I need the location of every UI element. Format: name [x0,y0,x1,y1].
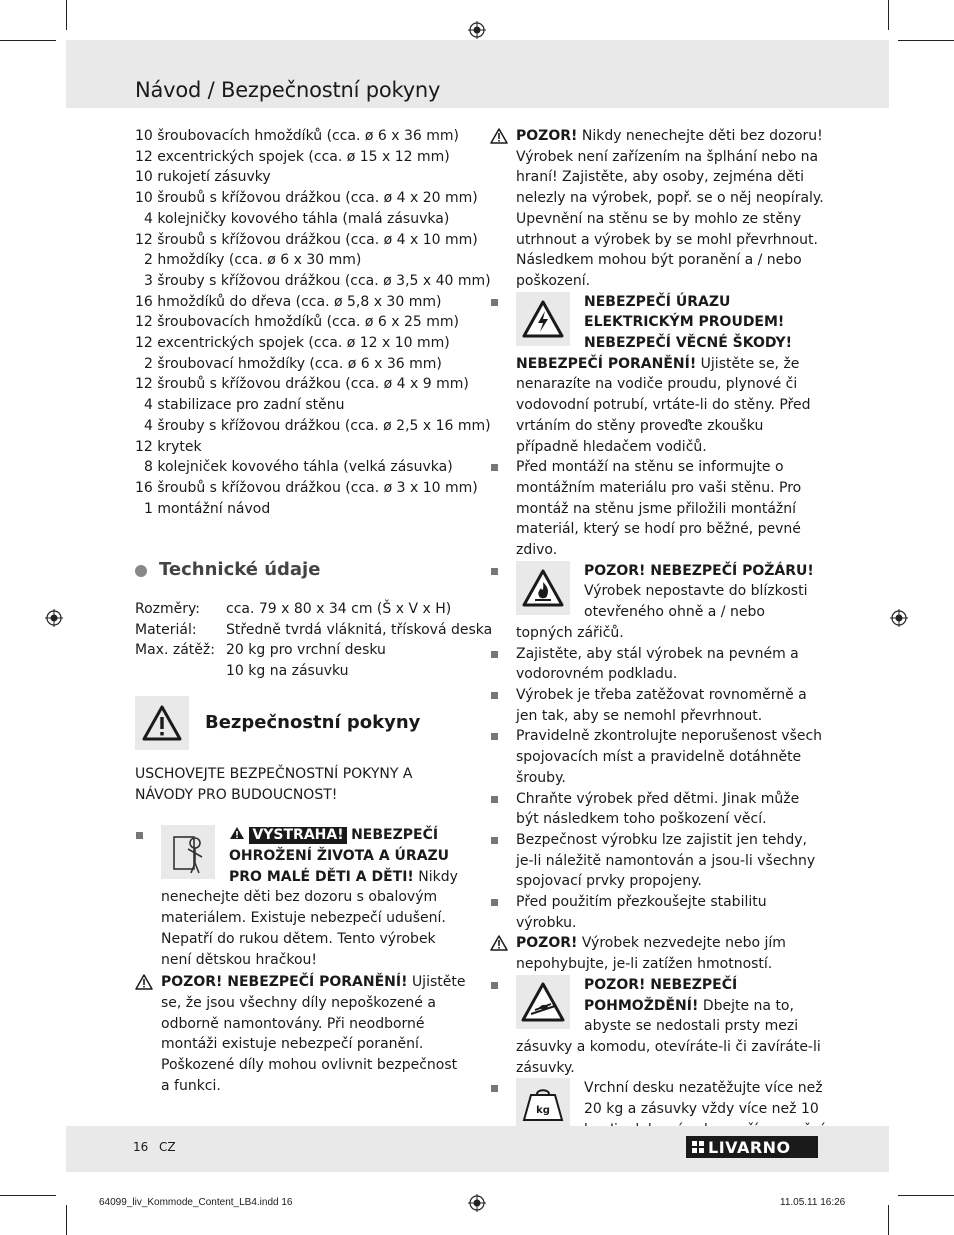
parts-list-item: 1 montážní návod [144,500,271,517]
bullet-square-icon [491,568,498,575]
parts-list-item: 4 stabilizace pro zadní stěnu [144,397,345,414]
kg-label: kg [536,1105,550,1117]
registration-mark-icon [890,609,908,627]
list-item [490,892,825,933]
parts-list-item: 12 excentrických spojek (cca. ø 15 x 12 mm) [135,148,450,165]
tech-key: Rozměry: [135,601,201,618]
crop-mark [888,0,889,30]
parts-list-item: 12 excentrických spojek (cca. ø 12 x 10 mm) [135,335,450,352]
list-item-text: Výrobek je třeba zatěžovat rovnoměrně a jen tak, aby se nemohl převrhnout. [516,686,807,724]
child-hazard-pictogram [161,825,215,879]
safety-heading [135,696,470,750]
crop-mark [66,1205,67,1235]
hand-crush-icon [521,982,565,1022]
slug-file: 64099_liv_Kommode_Content_LB4.indd 16 [99,1197,293,1208]
lift-warning-item [490,933,825,974]
page-title: Návod / Bezpečnostní pokyny [135,78,441,102]
crop-mark [0,1195,56,1196]
bullet-square-icon [491,733,498,740]
parts-list-item: 2 hmoždíky (cca. ø 6 x 30 mm) [144,252,362,269]
electric-warning-text: Ujistěte se, že nenarazíte na vodiče proudu, plynové či vodovodní potrubí, vrtáte-li do stěny. Před vrtáním do stěny proveďte zkoušku případně hledačem vodičů. [516,355,811,455]
warning-text: Výrobek nezvedejte nebo jím nepohybujte, je-li zatížen hmotností. [516,935,786,973]
list-item [490,726,825,788]
weight-pictogram [516,1078,570,1132]
slug-date: 11.05.11 16:26 [780,1197,846,1208]
fire-pictogram [516,561,570,615]
supervision-warning-item [490,126,825,292]
parts-list-item: 2 šroubovací hmoždíky (cca. ø 6 x 36 mm) [144,355,442,372]
parts-list-item: 8 kolejniček kovového táhla (velká zásuvka) [144,459,453,476]
crop-mark [66,0,67,30]
bullet-square-icon [491,692,498,699]
fire-warning-text: Výrobek nepostavte do blízkosti otevřeného ohně a / nebo topných zářičů. [516,583,808,641]
bullet-square-icon [491,837,498,844]
electric-warning-item [490,292,825,458]
injury-warning-item [135,972,470,1096]
logo-mark-icon [692,1141,704,1153]
list-item-text: Zajistěte, aby stál výrobek na pevném a vodorovném podkladu. [516,645,799,683]
bullet-square-icon [136,832,143,839]
warning-triangle-icon [490,128,508,144]
tech-key: Materiál: [135,621,197,638]
registration-mark-icon [468,1194,486,1212]
list-item [490,644,825,685]
registration-mark-icon [45,609,63,627]
list-item-text: Chraňte výrobek před dětmi. Jinak může být následkem toho poškození věcí. [516,790,800,828]
keep-instructions: USCHOVEJTE BEZPEČNOSTNÍ POKYNY A NÁVODY PRO BUDOUCNOST! [135,765,413,803]
bullet-square-icon [491,796,498,803]
warning-triangle-icon [490,935,508,951]
parts-list-item: 3 šrouby s křížovou drážkou (cca. ø 3,5 x 40 mm) [144,272,491,289]
bullet-square-icon [491,651,498,658]
tech-key: Max. zátěž: [135,642,215,659]
tech-table [135,599,493,682]
parts-list-item: 10 šroubů s křížovou drážkou (cca. ø 4 x 20 mm) [135,190,478,207]
tech-value: Středně tvrdá vláknitá, třísková deska [226,621,493,638]
tech-row [135,599,470,620]
list-item-text: Bezpečnost výrobku lze zajistit jen tehdy, je-li náležitě namontován a jsou-li všechny spojovací prvky propojeny. [516,831,816,890]
parts-list-item: 16 hmoždíků do dřeva (cca. ø 5,8 x 30 mm) [135,293,442,310]
tech-value: 20 kg pro vrchní desku [226,642,386,659]
list-item [490,457,825,561]
brand-name: LIVARNO [708,1137,791,1157]
list-item-text: Před montáží na stěnu se informujte o montážním materiálu pro vaši stěnu. Pro montáž na stěnu jsme přiložili montážní materiál, který se hodí pro běžné, pevné zdivo. [516,459,802,559]
crop-mark [898,40,954,41]
crush-warning-bold: POZOR! NEBEZPEČÍ POHMOŽDĚNÍ! [584,976,738,1014]
fire-warning-bold: POZOR! NEBEZPEČÍ POŽÁRU! [584,562,814,579]
page-number: 16 [133,1140,149,1154]
injury-warning-bold: POZOR! NEBEZPEČÍ PORANĚNÍ! [161,974,408,991]
fire-warning-item [490,561,825,644]
parts-list-item: 12 krytek [135,438,202,455]
warning-text: Nikdy nenechejte děti bez dozoru! Výrobek není zařízením na šplhání nebo na hraní! Zajistěte, aby osoby, zejména děti nelezly na výrobek, popř. se o něj neopíraly. Upevnění na stěnu se by mohlo ze stěny utrhnout a výrobek by se mohl převrhnout. Následkem mohou být poranění a / nebo poškození. [516,128,824,289]
bullet-square-icon [491,982,498,989]
list-item [490,789,825,830]
crop-mark [898,1195,954,1196]
right-column [490,126,825,1161]
brand-logo [686,1136,818,1158]
registration-mark-icon [468,21,486,39]
tech-value: cca. 79 x 80 x 34 cm (Š x V x H) [226,601,452,618]
bullet-dot-icon [135,565,147,577]
warning-badge: VÝSTRAHA! [249,827,346,844]
parts-list-item: 4 šrouby s křížovou drážkou (cca. ø 2,5 x 16 mm) [144,417,491,434]
electric-shock-icon [522,300,564,338]
weight-warning-text: Vrchní desku nezatěžujte více než 20 kg a zásuvky vždy více než 10 [584,1080,823,1118]
crop-mark [0,40,56,41]
tech-heading-label: Technické údaje [159,559,321,581]
warning-bold: POZOR! [516,935,578,952]
crush-warning-item [490,975,825,1079]
crush-warning-text: Dbejte na to, abyste se nedostali prsty mezi zásuvky a komodu, otevíráte-li či zavíráte-li zásuvky. [516,997,821,1076]
parts-list-item: 10 rukojetí zásuvky [135,169,271,186]
parts-list [135,126,491,519]
parts-list-item: 10 šroubovacích hmoždíků (cca. ø 6 x 36 mm) [135,128,460,144]
list-item [490,830,825,892]
bullet-square-icon [491,299,498,306]
injury-warning-text: Ujistěte se, že jsou všechny díly nepoškozené a odborně namontovány. Při neodborné montáži existuje nebezpečí poranění. Poškozené díly mohou ovlivnit bezpečnost a funkci. [161,974,466,1094]
list-item-text: Před použitím přezkoušejte stabilitu výrobku. [516,894,767,931]
warning-triangle-icon [142,705,182,741]
weight-icon [522,1088,564,1122]
parts-list-item: 12 šroubů s křížovou drážkou (cca. ø 4 x 9 mm) [135,376,469,393]
tech-row [135,620,493,641]
electric-warning-bold: NEBEZPEČÍ ÚRAZU ELEKTRICKÝM PROUDEM! NEBEZPEČÍ VĚCNÉ ŠKODY! NEBEZPEČÍ PORANĚNÍ! [516,293,793,372]
tech-row [135,661,470,682]
list-item [490,685,825,726]
warning-triangle-icon [135,974,153,990]
left-column [135,126,493,1096]
list-item-text: Pravidelně zkontrolujte neporušenost všech spojovacích míst a pravidelně dotáhněte šrouby. [516,728,823,786]
parts-list-item: 16 šroubů s křížovou drážkou (cca. ø 3 x 10 mm) [135,479,478,496]
bullet-square-icon [491,1085,498,1092]
parts-list-item: 12 šroubovacích hmoždíků (cca. ø 6 x 25 mm) [135,314,460,331]
language-code: CZ [159,1140,176,1154]
fire-icon [522,569,564,607]
tech-value: 10 kg na zásuvku [226,663,349,680]
child-warning-bold: NEBEZPEČÍ OHROŽENÍ ŽIVOTA A ÚRAZU PRO MALÉ DĚTI A DĚTI! [229,827,450,885]
electric-pictogram [516,292,570,346]
warning-bold: POZOR! [516,128,578,144]
child-bag-icon [168,829,208,875]
tech-row [135,640,470,661]
tech-key [135,661,226,682]
child-warning-item [135,825,470,970]
bullet-square-icon [491,899,498,906]
parts-list-item: 12 šroubů s křížovou drážkou (cca. ø 4 x 10 mm) [135,231,478,248]
warning-box [135,696,189,750]
warning-triangle-icon [229,826,245,840]
safety-heading-label: Bezpečnostní pokyny [205,711,421,733]
parts-list-item: 4 kolejničky kovového táhla (malá zásuvka) [144,210,450,227]
crush-pictogram [516,975,570,1029]
tech-heading [135,560,470,581]
bullet-square-icon [491,464,498,471]
crop-mark [888,1205,889,1235]
child-warning-text: Nikdy nenechejte děti bez dozoru s obalovým materiálem. Existuje nebezpečí udušení. Nepatří do rukou dětem. Tento výrobek není dětskou hračkou! [161,868,458,968]
